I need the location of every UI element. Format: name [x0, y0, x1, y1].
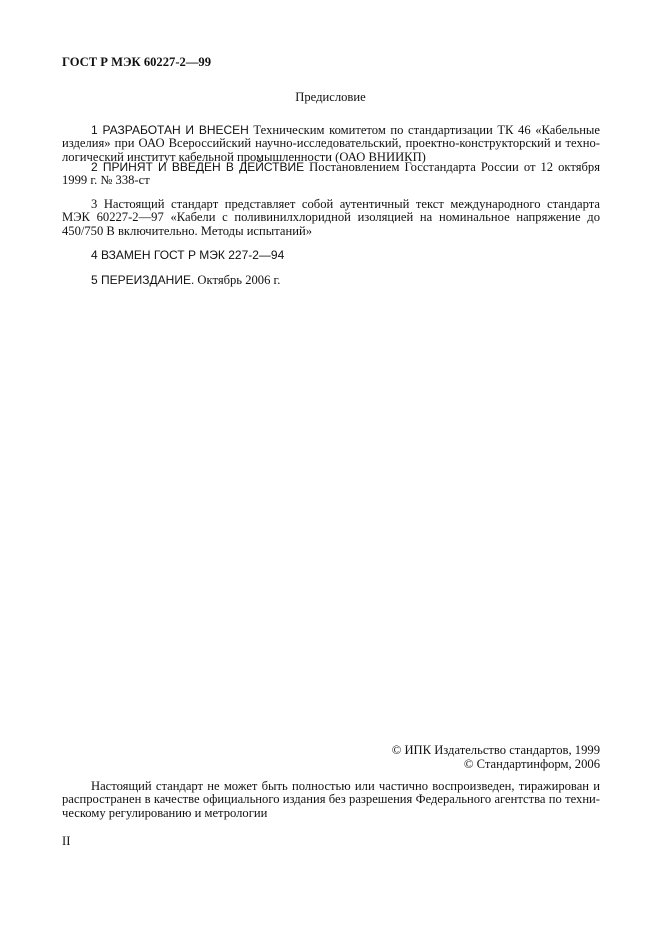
document-header: ГОСТ Р МЭК 60227-2—99	[62, 55, 212, 69]
copyright-block	[392, 744, 600, 771]
paragraph-lead: 4 ВЗАМЕН ГОСТ Р МЭК 227-2—94	[91, 248, 285, 262]
paragraph-text: Техническим комитетом по стандартизации ТК 46 «Кабельные	[248, 123, 600, 137]
paragraph-lead: 2 ПРИНЯТ И ВВЕДЕН В ДЕЙСТВИЕ	[91, 160, 305, 174]
notice-line: ческому регулированию и метрологии	[62, 805, 268, 820]
notice-line: распространен в качестве официального издания без разрешения Федерального агентства по техни-	[62, 792, 600, 807]
page-number: II	[62, 834, 71, 848]
copyright-line: © Стандартинформ, 2006	[463, 756, 600, 771]
paragraph-3	[62, 198, 600, 238]
paragraph-line: логический институт кабельной промышленности (ОАО ВНИИКП)	[62, 149, 426, 164]
notice-line: Настоящий стандарт не может быть полностью или частично воспроизведен, тиражирован и	[91, 779, 600, 793]
paragraph-1	[62, 124, 600, 164]
paragraph-line: МЭК 60227-2—97 «Кабели с поливинилхлоридной изоляцией на номинальное напряжение до	[62, 210, 600, 225]
paragraph-line: 1999 г. № 338-ст	[62, 173, 150, 188]
paragraph-text: Постановлением Госстандарта России от 12 октября	[304, 160, 600, 174]
reproduction-notice	[62, 780, 600, 820]
paragraph-text: 3 Настоящий стандарт представляет собой аутентичный текст международного стандарта	[91, 197, 600, 211]
paragraph-line: изделия» при ОАО Всероссийский научно-исследовательский, проектно-конструкторский и техно-	[62, 136, 600, 151]
paragraph-4	[62, 249, 600, 262]
section-title: Предисловие	[295, 90, 366, 104]
paragraph-text: Октябрь 2006 г.	[194, 273, 281, 287]
paragraph-2	[62, 161, 600, 188]
paragraph-line: 450/750 В включительно. Методы испытаний»	[62, 223, 312, 238]
paragraph-lead: 1 РАЗРАБОТАН И ВНЕСЕН	[91, 123, 249, 137]
paragraph-lead: 5 ПЕРЕИЗДАНИЕ.	[91, 273, 195, 287]
paragraph-5	[62, 274, 600, 287]
copyright-line: © ИПК Издательство стандартов, 1999	[391, 743, 600, 757]
